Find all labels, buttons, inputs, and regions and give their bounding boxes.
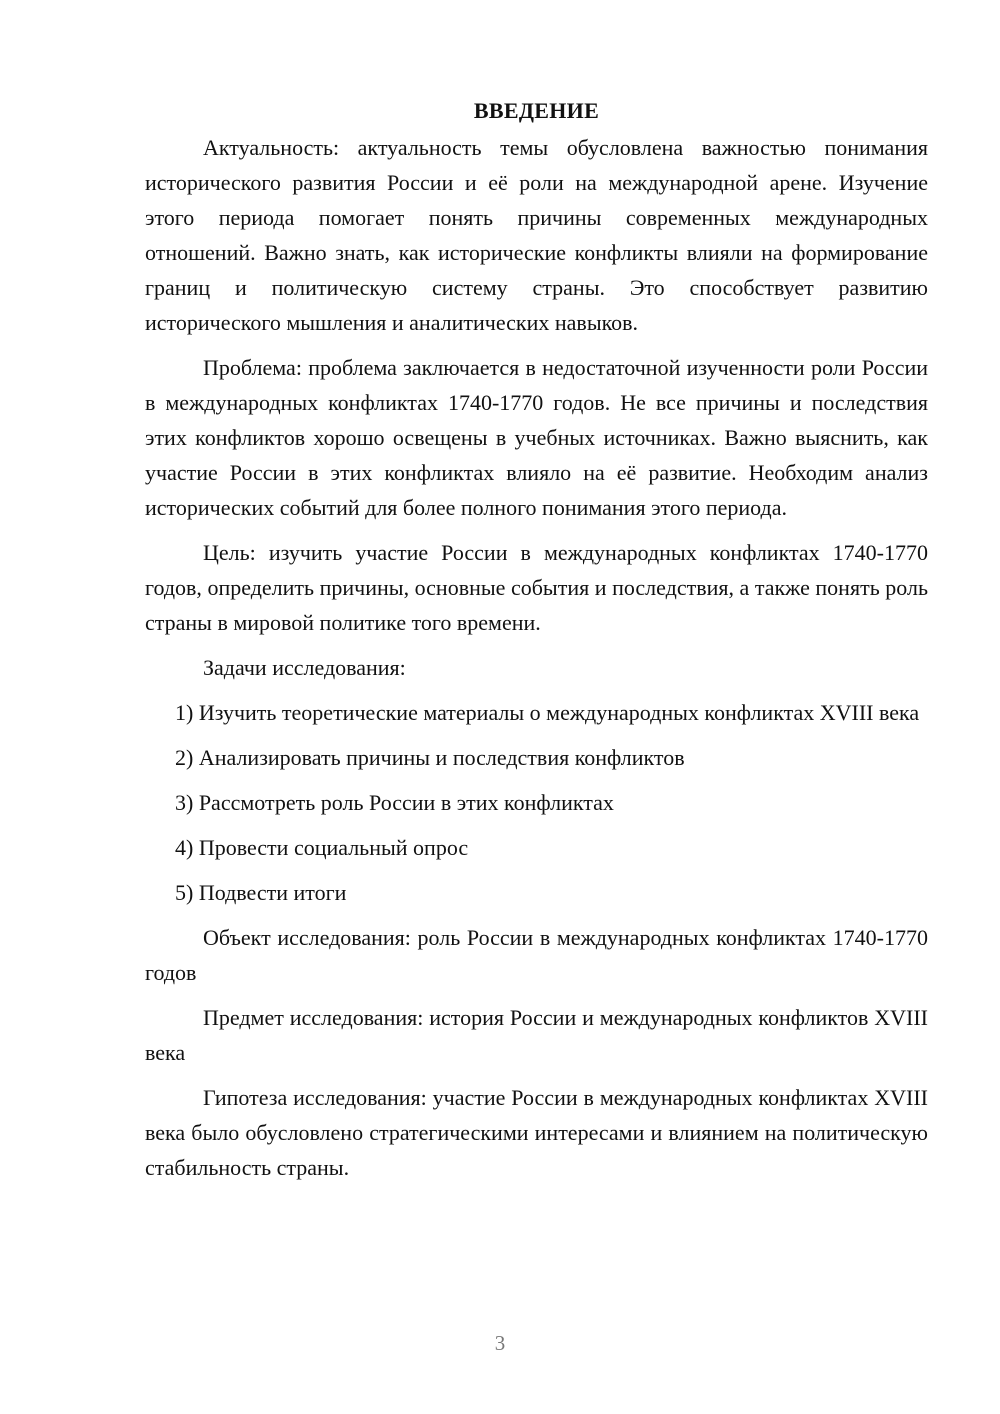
page-number: 3 [494, 1331, 506, 1355]
hypothesis-paragraph: Гипотеза исследования: участие России в международных конфликтах XVIII века было обусловлено стратегическими интересами и влиянием на политическую стабильность страны. [145, 1085, 928, 1180]
task-item: 2) Анализировать причины и последствия конфликтов [175, 745, 685, 770]
subject-paragraph: Предмет исследования: история России и международных конфликтов XVIII века [145, 1005, 928, 1065]
page-content [145, 93, 928, 1195]
object-paragraph: Объект исследования: роль России в международных конфликтах 1740-1770 годов [145, 925, 928, 985]
task-item: 1) Изучить теоретические материалы о международных конфликтах XVIII века [175, 700, 920, 725]
task-item: 4) Провести социальный опрос [175, 835, 469, 860]
tasks-heading: Задачи исследования: [203, 655, 406, 680]
task-item: 3) Рассмотреть роль России в этих конфликтах [175, 790, 614, 815]
tasks-list [145, 695, 928, 910]
page-title: ВВЕДЕНИЕ [473, 98, 600, 123]
goal-paragraph: Цель: изучить участие России в международных конфликтах 1740-1770 годов, определить причины, основные события и последствия, а также понять роль страны в мировой политике того времени. [145, 540, 928, 635]
problem-paragraph: Проблема: проблема заключается в недостаточной изученности роли России в международных конфликтах 1740-1770 годов. Не все причины и последствия этих конфликтов хорошо освещены в учебных источниках. Важно выяснить, как участие России в этих конфликтах влияло на её развитие. Необходим анализ исторических событий для более полного понимания этого периода. [145, 355, 928, 520]
task-item: 5) Подвести итоги [175, 880, 347, 905]
relevance-paragraph: Актуальность: актуальность темы обусловлена важностью понимания исторического развития России и её роли на международной арене. Изучение этого периода помогает понять причины современных международных отношений. Важно знать, как исторические конфликты влияли на формирование границ и политическую систему страны. Это способствует развитию исторического мышления и аналитических навыков. [145, 135, 928, 335]
